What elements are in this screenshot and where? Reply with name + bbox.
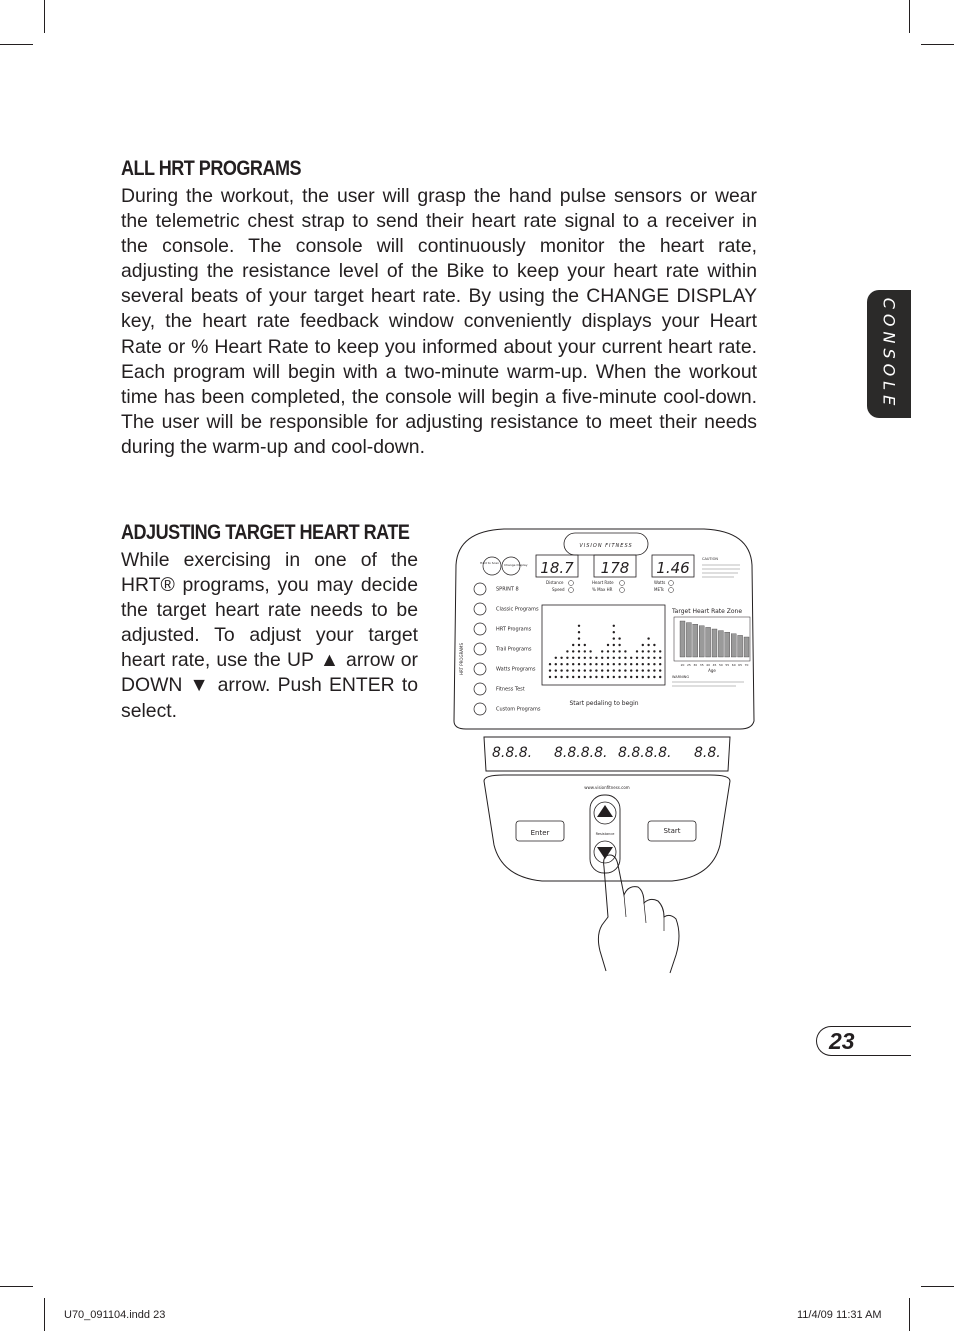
profile-dot (607, 657, 609, 659)
console-side-tab-label: CONSOLE (879, 297, 899, 411)
footer-file-info: U70_091104.indd 23 (64, 1309, 166, 1321)
profile-dot (560, 657, 562, 659)
indicator-distance: Distance (546, 580, 564, 585)
program-icon (474, 603, 486, 615)
profile-dot (589, 663, 591, 665)
profile-dot (636, 650, 638, 652)
profile-dot (630, 669, 632, 671)
profile-dot (613, 644, 615, 646)
profile-dot (642, 663, 644, 665)
profile-dot (630, 676, 632, 678)
profile-dot (578, 631, 580, 633)
profile-dot (549, 663, 551, 665)
profile-dot (613, 631, 615, 633)
profile-dot (607, 644, 609, 646)
section-heading-adjusting-target-heart-rate: ADJUSTING TARGET HEART RATE (121, 521, 410, 544)
profile-dot (624, 676, 626, 678)
program-list (474, 583, 541, 715)
profile-dot (578, 637, 580, 639)
program-icon (474, 683, 486, 695)
profile-dot (653, 650, 655, 652)
thr-zone-age-tick: 55 (725, 663, 730, 667)
profile-dot (653, 657, 655, 659)
thr-zone-age-tick: 35 (699, 663, 704, 667)
profile-dot (572, 663, 574, 665)
display-watts-value: 1.46 (656, 559, 690, 577)
profile-dot (578, 625, 580, 627)
program-label: SPRINT 8 (496, 586, 519, 593)
profile-dot (618, 650, 620, 652)
profile-dot (589, 676, 591, 678)
profile-dot (618, 676, 620, 678)
profile-dot (647, 657, 649, 659)
profile-dot (566, 663, 568, 665)
indicator-speed: Speed (552, 587, 565, 592)
profile-dot (589, 657, 591, 659)
profile-dot (642, 657, 644, 659)
keypad-panel (484, 775, 730, 881)
program-icon (474, 703, 486, 715)
profile-dot (578, 669, 580, 671)
profile-dot (560, 676, 562, 678)
profile-dot (642, 644, 644, 646)
indicator-heart-rate: Heart Rate (592, 580, 614, 585)
profile-dot (630, 663, 632, 665)
profile-dot (613, 676, 615, 678)
profile-dot (636, 663, 638, 665)
profile-dot (560, 669, 562, 671)
profile-dot (578, 676, 580, 678)
profile-dot (653, 663, 655, 665)
profile-dot (601, 663, 603, 665)
profile-dot (549, 676, 551, 678)
profile-dot (647, 676, 649, 678)
thr-zone-age-tick: 60 (731, 663, 736, 667)
profile-dot (659, 669, 661, 671)
profile-dot (618, 669, 620, 671)
crop-mark (44, 0, 45, 33)
crop-mark (909, 0, 910, 33)
profile-dot (647, 663, 649, 665)
profile-dot (607, 676, 609, 678)
profile-dot (595, 657, 597, 659)
section-body-all-hrt-programs: During the workout, the user will grasp the hand pulse sensors or wear the telemetric chest strap to send their heart rate signal to a receiver in the console. The console will continuously monitor the heart rate, adjusting the resistance level of the Bike to keep your heart rate within several beats of your target heart rate. By using the CHANGE DISPLAY key, the heart rate feedback window conveniently displays your Heart Rate or % Heart Rate to keep you informed about your current heart rate. Each program will begin with a two-minute warm-up. When the workout time has been completed, the console will begin a five-minute cool-down. The user will be responsible for adjusting resistance to meet their needs during the warm-up and cool-down. (121, 185, 757, 458)
profile-dot (607, 650, 609, 652)
profile-dot (584, 644, 586, 646)
profile-dot (642, 676, 644, 678)
profile-dot (572, 644, 574, 646)
profile-dot (624, 669, 626, 671)
profile-dot (642, 650, 644, 652)
profile-dot (618, 644, 620, 646)
program-label: Trail Programs (496, 646, 532, 653)
thr-zone-bar (718, 631, 723, 657)
thr-zone-ages (681, 663, 749, 667)
profile-dot (618, 657, 620, 659)
profile-dot (659, 663, 661, 665)
profile-dot (647, 644, 649, 646)
profile-dot (653, 669, 655, 671)
led-display-1: 8.8.8. (492, 745, 533, 761)
console-side-tab (867, 290, 911, 418)
indicator-mets: METs (654, 587, 664, 592)
change-display-label: Change Display (504, 563, 528, 567)
profile-dot (636, 657, 638, 659)
profile-dot (618, 663, 620, 665)
profile-dot (607, 663, 609, 665)
footer-date-info: 11/4/09 11:31 AM (797, 1309, 882, 1321)
thr-zone-age-tick: 20 (680, 663, 685, 667)
profile-dot (595, 663, 597, 665)
profile-dot (578, 663, 580, 665)
profile-dot (613, 650, 615, 652)
profile-dot (601, 657, 603, 659)
thr-zone-bar (706, 627, 711, 657)
profile-dot (578, 644, 580, 646)
profile-dot (624, 650, 626, 652)
profile-dot (601, 669, 603, 671)
profile-dot (566, 669, 568, 671)
thr-zone-bar (744, 637, 749, 657)
program-label: Fitness Test (496, 686, 525, 693)
profile-dot (653, 644, 655, 646)
thr-zone-title: Target Heart Rate Zone (672, 608, 743, 615)
profile-dot (572, 650, 574, 652)
thr-zone-bar (731, 634, 736, 657)
thr-zone-age-tick: 65 (738, 663, 743, 667)
profile-dot (584, 657, 586, 659)
hrt-programs-side-label: HRT PROGRAMS (459, 643, 464, 675)
resistance-key-label: Resistance (595, 832, 615, 836)
led-display-2: 8.8.8.8. (554, 745, 608, 761)
profile-dot (607, 669, 609, 671)
profile-dot (572, 669, 574, 671)
section-heading-all-hrt-programs: ALL HRT PROGRAMS (121, 157, 302, 180)
program-label: Watts Programs (496, 666, 536, 673)
thr-zone-bar (699, 626, 704, 657)
profile-dot (584, 663, 586, 665)
profile-dot (555, 657, 557, 659)
profile-dot (659, 650, 661, 652)
message-text: Start pedaling to begin (569, 700, 639, 707)
thr-zone-age-tick: 30 (693, 663, 698, 667)
profile-dot (555, 663, 557, 665)
profile-dot (624, 663, 626, 665)
console-illustration (444, 525, 764, 975)
profile-dot (578, 657, 580, 659)
profile-dot (624, 657, 626, 659)
brand-label: VISION FITNESS (579, 543, 633, 549)
website-label: www.visionfitness.com (584, 785, 630, 790)
profile-dot (613, 625, 615, 627)
thr-zone-bar (686, 623, 691, 657)
profile-dot-matrix (549, 625, 662, 679)
page-number-box (816, 1026, 911, 1056)
thr-zone-bar (693, 624, 698, 657)
profile-dot (566, 657, 568, 659)
crop-mark (44, 1298, 45, 1331)
profile-dot (647, 669, 649, 671)
thr-zone-bar (680, 621, 685, 657)
display-distance-value: 18.7 (540, 559, 574, 577)
profile-dot (566, 650, 568, 652)
profile-dot (601, 650, 603, 652)
program-icon (474, 663, 486, 675)
profile-dot (549, 669, 551, 671)
crop-mark (0, 44, 33, 45)
profile-dot (584, 676, 586, 678)
program-label: Classic Programs (496, 606, 539, 613)
profile-window (542, 605, 665, 685)
profile-dot (659, 657, 661, 659)
program-label: HRT Programs (496, 626, 532, 633)
section-body-adjusting-target-heart-rate: While exercising in one of the HRT® programs, you may decide the target heart rate needs to be adjusted. To adjust your target heart rate, use the UP ▲ arrow or DOWN ▼ arrow. Push ENTER to select. (121, 549, 418, 722)
thr-zone-age-tick: 25 (686, 663, 691, 667)
thr-zone-age-tick: 45 (712, 663, 717, 667)
profile-dot (630, 657, 632, 659)
display-heart-rate-value: 178 (600, 559, 630, 577)
profile-dot (589, 650, 591, 652)
profile-dot (613, 637, 615, 639)
hold-to-scan-label: Hold to Scan (480, 561, 500, 565)
profile-dot (642, 669, 644, 671)
thr-zone-age-tick: 70 (744, 663, 749, 667)
profile-dot (566, 676, 568, 678)
thr-zone-bar (725, 632, 730, 657)
profile-dot (584, 650, 586, 652)
thr-zone-bar (712, 629, 717, 657)
indicator-watts: Watts (654, 580, 666, 585)
profile-dot (613, 663, 615, 665)
profile-dot (578, 650, 580, 652)
thr-zone-age-tick: 40 (706, 663, 711, 667)
profile-dot (560, 663, 562, 665)
profile-dot (613, 657, 615, 659)
thr-zone-bar (738, 635, 743, 657)
profile-dot (572, 676, 574, 678)
caution-label: CAUTION (702, 557, 718, 561)
crop-mark (921, 1286, 954, 1287)
indicator-max-hr: % Max HR (592, 587, 613, 592)
led-display-3: 8.8.8.8. (618, 745, 672, 761)
crop-mark (921, 44, 954, 45)
profile-dot (555, 676, 557, 678)
program-icon (474, 583, 486, 595)
led-display-4: 8.8. (694, 745, 721, 761)
profile-dot (595, 669, 597, 671)
profile-dot (647, 650, 649, 652)
enter-key-label: Enter (530, 829, 550, 837)
profile-dot (555, 669, 557, 671)
profile-dot (601, 676, 603, 678)
profile-dot (584, 669, 586, 671)
profile-dot (618, 637, 620, 639)
warning-label: WARNING (672, 675, 690, 679)
program-icon (474, 623, 486, 635)
program-label: Custom Programs (496, 706, 541, 713)
up-arrow-icon (597, 805, 613, 817)
profile-dot (589, 669, 591, 671)
thr-zone-age-tick: 50 (718, 663, 723, 667)
hold-to-scan-button (483, 557, 501, 575)
profile-dot (647, 637, 649, 639)
profile-dot (572, 657, 574, 659)
page-number: 23 (829, 1028, 855, 1054)
profile-dot (613, 669, 615, 671)
thr-zone-bars (680, 621, 749, 657)
start-key-label: Start (663, 827, 681, 835)
profile-dot (659, 676, 661, 678)
profile-dot (595, 676, 597, 678)
profile-dot (636, 669, 638, 671)
profile-dot (636, 676, 638, 678)
crop-mark (0, 1286, 33, 1287)
thr-zone-age-label: Age (708, 668, 716, 673)
crop-mark (909, 1298, 910, 1331)
profile-dot (653, 676, 655, 678)
program-icon (474, 643, 486, 655)
